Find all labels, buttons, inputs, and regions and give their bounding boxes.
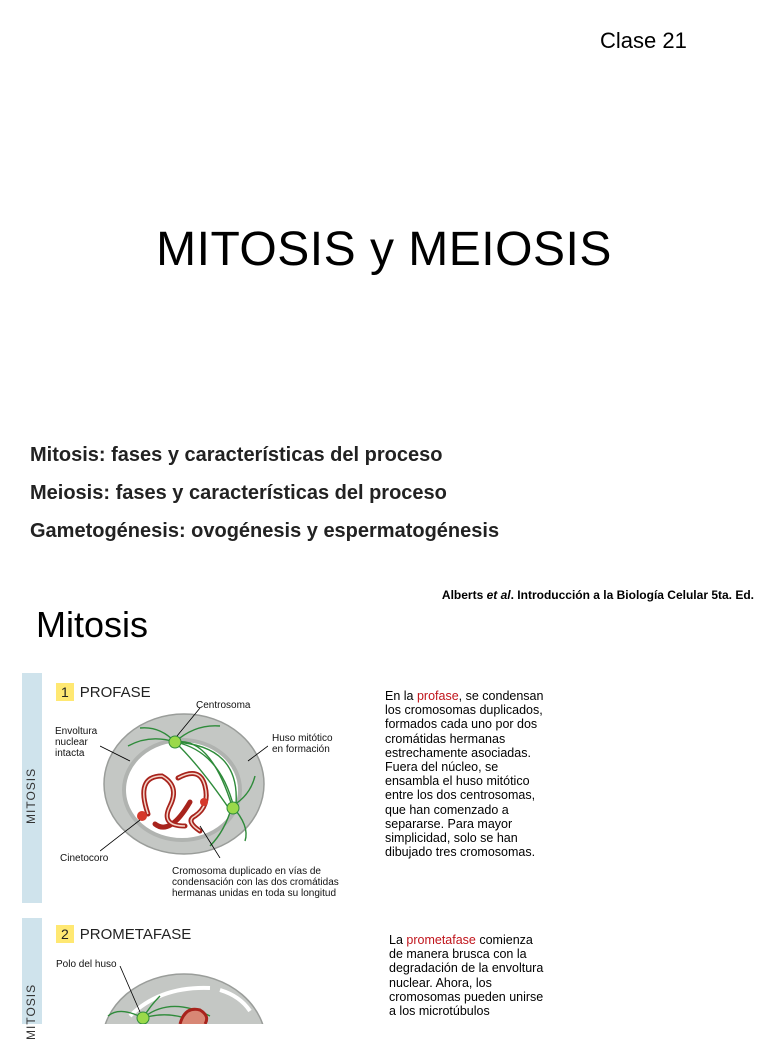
- description-body: , se condensan los cromosomas duplicados, formados cada uno por dos cromátidas hermanas estrechamente asociadas. Fuera del núcleo, se ensambla el huso mitótico entre los dos centrosomas, que han comenzado a separarse. Para mayor simplicidad, solo se han dibujado tres cromosomas.: [385, 689, 544, 860]
- topic-item: Gametogénesis: ovogénesis y espermatogénesis: [30, 520, 500, 542]
- description-lead: La: [389, 933, 407, 947]
- phase-number: 2: [56, 925, 74, 943]
- reference-citation: [442, 588, 754, 602]
- prophase-description: [385, 689, 545, 859]
- label-chromosome: [172, 866, 339, 899]
- description-term: profase: [416, 689, 459, 703]
- label-line: intacta: [55, 748, 85, 759]
- topic-item: Meiosis: fases y características del proceso: [30, 482, 447, 504]
- label-spindle-pole: Polo del huso: [56, 959, 117, 970]
- reference-authors: Alberts: [441, 588, 484, 602]
- label-line: nuclear: [55, 737, 88, 748]
- label-centrosome: Centrosoma: [196, 700, 251, 711]
- label-line: hermanas unidas en toda su longitud: [172, 888, 337, 899]
- label-nuclear-envelope: [55, 726, 97, 759]
- centrosome: [227, 802, 239, 814]
- prometaphase-cell-illustration: [100, 966, 268, 1024]
- reference-et-al: et al: [486, 588, 511, 602]
- label-line: Huso mitótico: [272, 733, 333, 744]
- class-label: Clase 21: [600, 28, 687, 53]
- reference-rest: . Introducción a la Biología Celular 5ta. Ed.: [510, 588, 754, 602]
- description-term: prometafase: [406, 933, 476, 947]
- kinetochore: [137, 811, 147, 821]
- topic-item: Mitosis: fases y características del proceso: [30, 444, 443, 466]
- kinetochore: [200, 798, 208, 806]
- description-body: comienza de manera brusca con la degradación de la envoltura nuclear. Ahora, los cromosomas pueden unirse a los microtúbulos: [389, 933, 544, 1019]
- description-lead: En la: [385, 689, 417, 703]
- centrosome: [169, 736, 181, 748]
- label-line: condensación con las dos cromátidas: [172, 877, 339, 888]
- page-title: MITOSIS y MEIOSIS: [156, 223, 612, 276]
- spindle-pole: [137, 1012, 149, 1024]
- phase-number: 1: [56, 683, 74, 701]
- figure-side-label: MITOSIS: [24, 767, 38, 824]
- prophase-cell-illustration: [100, 706, 268, 858]
- figure-side-label: MITOSIS: [24, 983, 38, 1040]
- label-line: Cromosoma duplicado en vías de: [172, 866, 321, 877]
- phase-name: PROFASE: [79, 684, 151, 701]
- phase-heading: [56, 925, 191, 943]
- label-kinetochore: Cinetocoro: [60, 853, 109, 864]
- prometaphase-description: [389, 933, 544, 1018]
- label-line: Envoltura: [55, 726, 98, 737]
- section-title: Mitosis: [36, 604, 149, 645]
- label-line: en formación: [272, 744, 330, 755]
- phase-heading: [56, 683, 151, 701]
- phase-name: PROMETAFASE: [79, 926, 192, 943]
- label-spindle: [272, 733, 333, 755]
